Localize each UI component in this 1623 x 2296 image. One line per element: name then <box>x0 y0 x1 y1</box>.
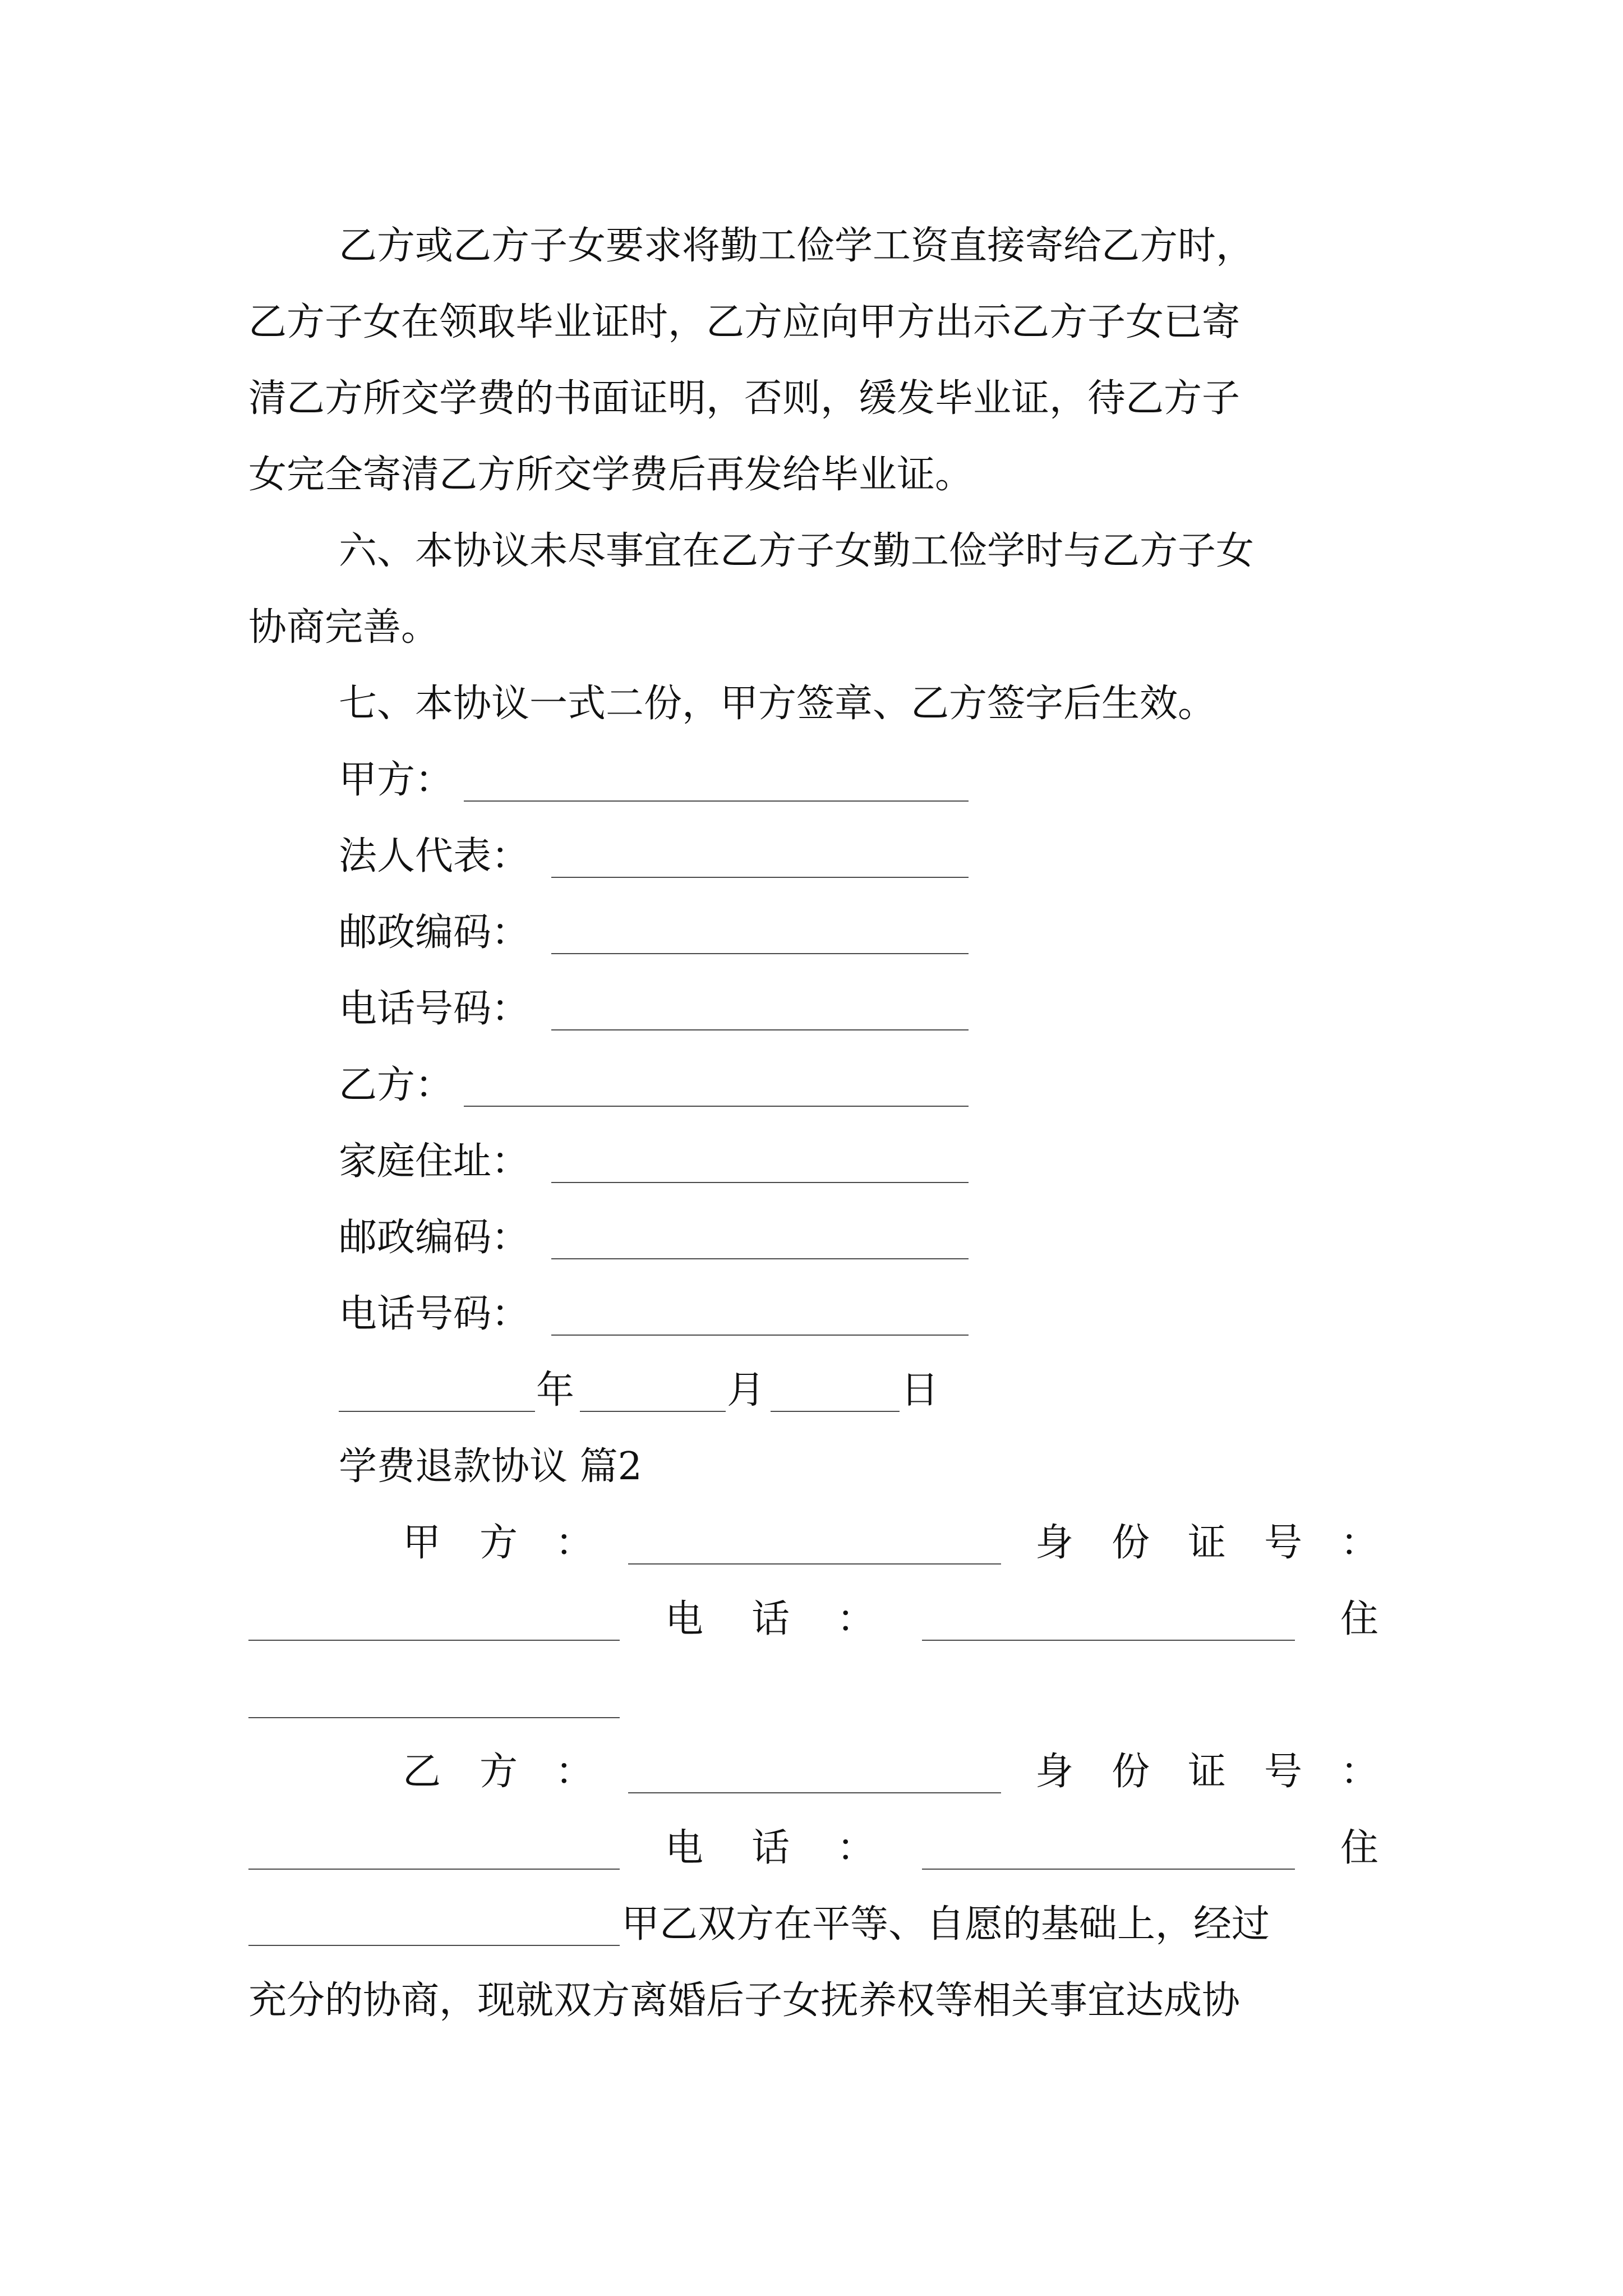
id-no-char: 证 <box>1188 1521 1227 1565</box>
id-no-char: 号 <box>1264 1750 1303 1794</box>
body-line: 女完全寄清乙方所交学费后再发给毕业证。 <box>248 453 974 497</box>
month-blank[interactable] <box>580 1411 726 1412</box>
address-char: 住 <box>1340 1826 1379 1870</box>
id-no-char: 身 <box>1035 1521 1074 1565</box>
party-b-address-blank[interactable] <box>248 1945 620 1946</box>
party-b-char: ： <box>555 1750 594 1794</box>
legal-rep-blank[interactable] <box>551 877 969 878</box>
party-b-blank[interactable] <box>464 1106 969 1107</box>
month-label: 月 <box>727 1368 766 1412</box>
id-no-char: 份 <box>1112 1750 1150 1794</box>
phone-char: 话 <box>751 1597 790 1641</box>
legal-rep-label: 法人代表： <box>339 834 530 878</box>
body-line: 乙方子女在领取毕业证时，乙方应向甲方出示乙方子女已寄 <box>248 300 1241 344</box>
phone-b-label: 电话号码： <box>339 1292 530 1336</box>
party-b-id-blank[interactable] <box>248 1869 620 1870</box>
phone-a-label: 电话号码： <box>339 987 530 1031</box>
id-no-char: 份 <box>1112 1521 1150 1565</box>
year-blank[interactable] <box>339 1411 535 1412</box>
body-line: 六、本协议未尽事宜在乙方子女勤工俭学时与乙方子女 <box>339 529 1255 573</box>
party-a-name-blank[interactable] <box>628 1563 1001 1565</box>
body-line: 充分的协商，现就双方离婚后子女抚养权等相关事宜达成协 <box>248 1978 1241 2023</box>
phone-b-blank[interactable] <box>551 1335 969 1336</box>
day-blank[interactable] <box>771 1411 900 1412</box>
party-b-phone-blank[interactable] <box>922 1869 1295 1870</box>
id-no-char: ： <box>1340 1750 1379 1794</box>
home-address-blank[interactable] <box>551 1182 969 1183</box>
phone-char: 电 <box>665 1826 704 1870</box>
party-b-char: 方 <box>479 1750 518 1794</box>
party-b-name-blank[interactable] <box>628 1792 1001 1793</box>
home-address-label: 家庭住址： <box>339 1139 530 1184</box>
id-no-char: 号 <box>1264 1521 1303 1565</box>
body-line: 清乙方所交学费的书面证明，否则，缓发毕业证，待乙方子 <box>248 376 1241 421</box>
day-label: 日 <box>901 1368 939 1412</box>
party-a-char: 甲 <box>403 1521 441 1565</box>
id-no-char: 身 <box>1035 1750 1074 1794</box>
party-a-address-blank[interactable] <box>248 1717 620 1718</box>
address-char: 住 <box>1340 1597 1379 1641</box>
body-line: 七、本协议一式二份，甲方签章、乙方签字后生效。 <box>339 682 1216 726</box>
postal-code-a-blank[interactable] <box>551 953 969 954</box>
postal-code-b-blank[interactable] <box>551 1258 969 1259</box>
postal-code-a-label: 邮政编码： <box>339 910 530 955</box>
party-b-label: 乙方： <box>339 1063 454 1107</box>
party-a-phone-blank[interactable] <box>922 1640 1295 1641</box>
body-line: 乙方或乙方子女要求将勤工俭学工资直接寄给乙方时， <box>339 224 1255 268</box>
party-a-id-blank[interactable] <box>248 1640 620 1641</box>
section-title: 学费退款协议 篇2 <box>339 1444 642 1489</box>
party-a-char: ： <box>555 1521 594 1565</box>
phone-char: 话 <box>751 1826 790 1870</box>
id-no-char: 证 <box>1188 1750 1227 1794</box>
phone-char: ： <box>837 1826 875 1870</box>
phone-a-blank[interactable] <box>551 1029 969 1030</box>
party-a-blank[interactable] <box>464 800 969 802</box>
postal-code-b-label: 邮政编码： <box>339 1216 530 1260</box>
phone-char: 电 <box>665 1597 704 1641</box>
body-line: 协商完善。 <box>248 605 440 650</box>
party-b-char: 乙 <box>403 1750 441 1794</box>
party-a-char: 方 <box>479 1521 518 1565</box>
year-label: 年 <box>536 1368 575 1412</box>
phone-char: ： <box>837 1597 875 1641</box>
id-no-char: ： <box>1340 1521 1379 1565</box>
party-a-label: 甲方： <box>339 758 454 802</box>
body-line: 甲乙双方在平等、自愿的基础上，经过 <box>621 1902 1270 1947</box>
